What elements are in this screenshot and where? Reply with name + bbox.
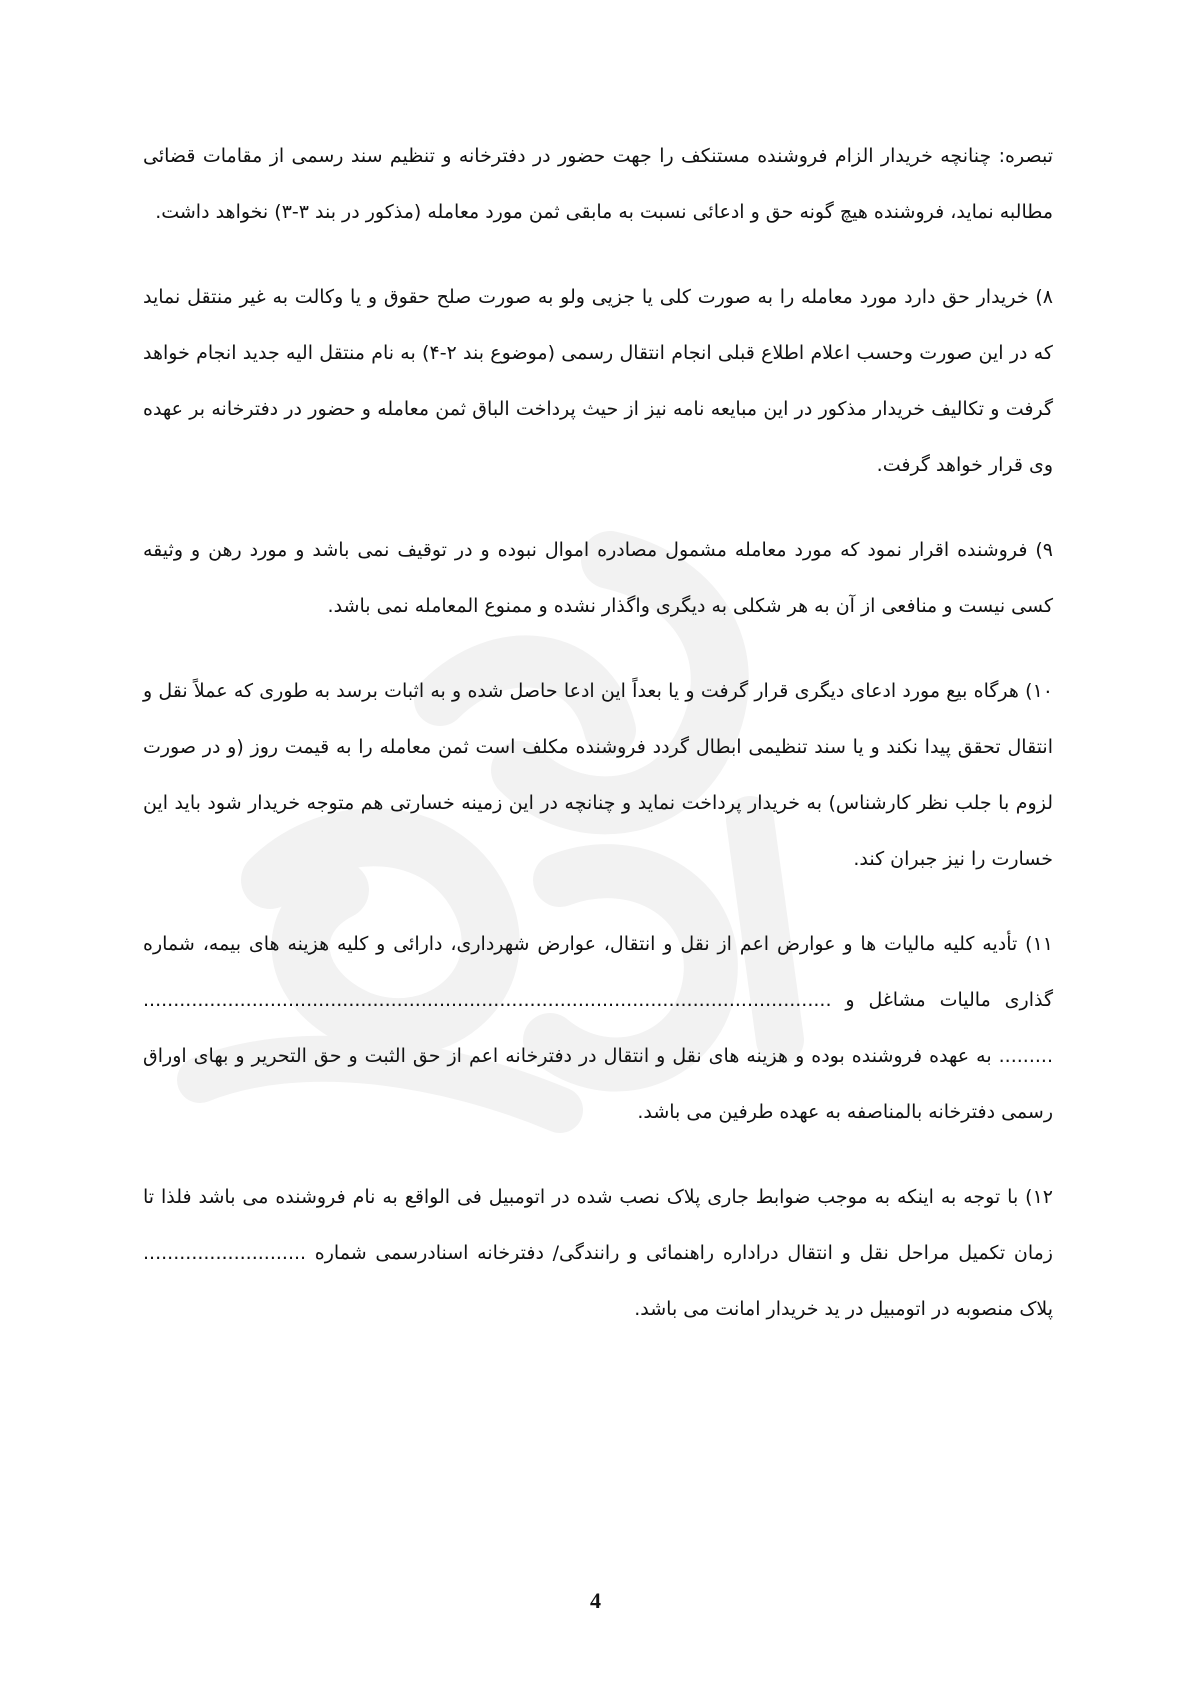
- clause-8-paragraph: ۸) خریدار حق دارد مورد معامله را به صورت کلی یا جزیی ولو به صورت صلح حقوق و یا وکالت به غیر منتقل نماید که در این صورت وحسب اعلام اطلاع قبلی انجام انتقال رسمی (موضوع بند ۲-۴) به نام منتقل الیه جدید انجام خواهد گرفت و تکالیف خریدار مذکور در این مبایعه نامه نیز از حیث پرداخت الباق ثمن معامله و حضور در دفترخانه بر عهده وی قرار خواهد گرفت.: [143, 286, 1053, 476]
- note-paragraph: تبصره: چنانچه خریدار الزام فروشنده مستنکف را جهت حضور در دفترخانه و تنظیم سند رسمی از مقامات قضائی مطالبه نماید، فروشنده هیچ گونه حق و ادعائی نسبت به مابقی ثمن مورد معامله (مذکور در بند ۳-۳) نخواهد داشت.: [143, 145, 1053, 223]
- document-body: [143, 128, 1053, 1337]
- clause-12-paragraph: ۱۲) با توجه به اینکه به موجب ضوابط جاری پلاک نصب شده در اتومبیل فی الواقع به نام فروشنده می باشد فلذا تا زمان تکمیل مراحل نقل و انتقال دراداره راهنمائی و رانندگی/ دفترخانه اسنادرسمی شماره ........................... پلاک منصوبه در اتومبیل در ید خریدار امانت می باشد.: [143, 1186, 1053, 1320]
- clause-11-paragraph: ۱۱) تأدیه کلیه مالیات ها و عوارض اعم از نقل و انتقال، عوارض شهرداری، دارائی و کلیه هزینه های بیمه، شماره گذاری مالیات مشاغل و .................................................................................................................. ......... به عهده فروشنده بوده و هزینه های نقل و انتقال در دفترخانه اعم از حق الثبت و حق التحریر و بهای اوراق رسمی دفترخانه بالمناصفه به عهده طرفین می باشد.: [143, 933, 1053, 1123]
- clause-10-paragraph: ۱۰) هرگاه بیع مورد ادعای دیگری قرار گرفت و یا بعداً این ادعا حاصل شده و به اثبات برسد به طوری که عملاً نقل و انتقال تحقق پیدا نکند و یا سند تنظیمی ابطال گردد فروشنده مکلف است ثمن معامله را به قیمت روز (و در صورت لزوم با جلب نظر کارشناس) به خریدار پرداخت نماید و چنانچه در این زمینه خسارتی هم متوجه خریدار شود باید این خسارت را نیز جبران کند.: [143, 680, 1053, 870]
- page-number: 4: [590, 1588, 601, 1613]
- clause-9-paragraph: ۹) فروشنده اقرار نمود که مورد معامله مشمول مصادره اموال نبوده و در توقیف نمی باشد و مورد رهن و وثیقه کسی نیست و منافعی از آن به هر شکلی به دیگری واگذار نشده و ممنوع المعامله نمی باشد.: [143, 539, 1053, 617]
